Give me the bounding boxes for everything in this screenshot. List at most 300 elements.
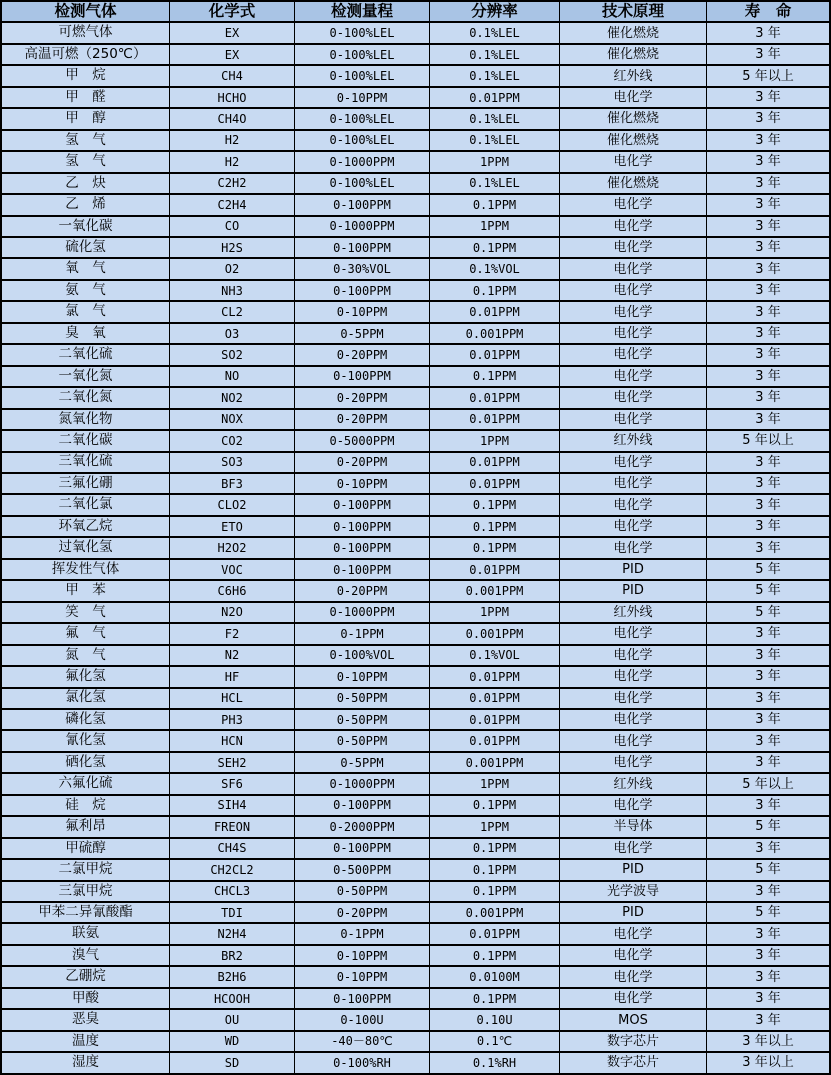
cell-lifespan: 3 年	[707, 474, 829, 493]
table-row	[2, 45, 829, 66]
cell-range: 0-1PPM	[295, 624, 430, 643]
cell-principle: 电化学	[560, 624, 707, 643]
cell-lifespan: 5 年	[707, 581, 829, 600]
cell-principle: 电化学	[560, 495, 707, 514]
cell-range: 0-100%LEL	[295, 45, 430, 64]
cell-lifespan: 3 年	[707, 217, 829, 236]
cell-formula: SIH4	[170, 796, 295, 815]
table-row	[2, 302, 829, 323]
cell-principle: PID	[560, 860, 707, 879]
cell-resolution: 0.1%LEL	[430, 23, 560, 42]
table-row	[2, 23, 829, 44]
cell-formula: CL2	[170, 302, 295, 321]
cell-lifespan: 3 年	[707, 967, 829, 986]
cell-lifespan: 3 年	[707, 388, 829, 407]
cell-formula: N2	[170, 646, 295, 665]
table-row	[2, 1010, 829, 1031]
cell-formula: CLO2	[170, 495, 295, 514]
cell-formula: BF3	[170, 474, 295, 493]
header-cell-gas: 检测气体	[2, 2, 170, 21]
cell-resolution: 0.01PPM	[430, 560, 560, 579]
header-cell-resolution: 分辨率	[430, 2, 560, 21]
cell-resolution: 0.1℃	[430, 1032, 560, 1051]
cell-range: 0-5PPM	[295, 753, 430, 772]
cell-formula: C2H2	[170, 174, 295, 193]
table-row	[2, 324, 829, 345]
cell-gas-name: 三氧化硫	[2, 453, 170, 472]
cell-formula: SO2	[170, 345, 295, 364]
cell-lifespan: 3 年	[707, 667, 829, 686]
cell-lifespan: 3 年	[707, 624, 829, 643]
cell-gas-name: 甲 烷	[2, 66, 170, 85]
cell-gas-name: 甲 醇	[2, 109, 170, 128]
cell-lifespan: 3 年以上	[707, 1053, 829, 1072]
cell-gas-name: 氟利昂	[2, 817, 170, 836]
cell-formula: F2	[170, 624, 295, 643]
table-row	[2, 388, 829, 409]
table-row	[2, 517, 829, 538]
cell-gas-name: 氟化氢	[2, 667, 170, 686]
cell-resolution: 0.1%LEL	[430, 174, 560, 193]
cell-range: 0-20PPM	[295, 453, 430, 472]
cell-formula: N2O	[170, 603, 295, 622]
cell-gas-name: 硒化氢	[2, 753, 170, 772]
table-row	[2, 667, 829, 688]
cell-formula: SF6	[170, 774, 295, 793]
table-row	[2, 581, 829, 602]
cell-principle: 电化学	[560, 646, 707, 665]
cell-resolution: 0.1PPM	[430, 839, 560, 858]
cell-principle: 电化学	[560, 538, 707, 557]
cell-lifespan: 3 年	[707, 88, 829, 107]
table-row	[2, 367, 829, 388]
cell-formula: WD	[170, 1032, 295, 1051]
cell-gas-name: 湿度	[2, 1053, 170, 1072]
cell-range: 0-50PPM	[295, 882, 430, 901]
cell-range: 0-10PPM	[295, 88, 430, 107]
cell-resolution: 1PPM	[430, 603, 560, 622]
cell-gas-name: 二氧化氯	[2, 495, 170, 514]
cell-range: 0-100PPM	[295, 281, 430, 300]
cell-resolution: 0.1%VOL	[430, 646, 560, 665]
cell-principle: 光学波导	[560, 882, 707, 901]
cell-gas-name: 三氟化硼	[2, 474, 170, 493]
table-row	[2, 174, 829, 195]
cell-lifespan: 3 年	[707, 324, 829, 343]
table-row	[2, 967, 829, 988]
cell-lifespan: 3 年	[707, 345, 829, 364]
cell-range: 0-20PPM	[295, 581, 430, 600]
cell-principle: 催化燃烧	[560, 174, 707, 193]
cell-range: 0-100PPM	[295, 538, 430, 557]
cell-range: 0-20PPM	[295, 388, 430, 407]
cell-lifespan: 5 年	[707, 603, 829, 622]
cell-resolution: 0.01PPM	[430, 474, 560, 493]
cell-range: 0-100%LEL	[295, 131, 430, 150]
cell-resolution: 1PPM	[430, 774, 560, 793]
cell-lifespan: 3 年	[707, 538, 829, 557]
cell-principle: 半导体	[560, 817, 707, 836]
cell-gas-name: 氨 气	[2, 281, 170, 300]
cell-lifespan: 3 年	[707, 882, 829, 901]
cell-range: 0-20PPM	[295, 345, 430, 364]
cell-lifespan: 5 年以上	[707, 774, 829, 793]
cell-formula: HCHO	[170, 88, 295, 107]
cell-principle: 电化学	[560, 410, 707, 429]
cell-range: 0-20PPM	[295, 410, 430, 429]
cell-principle: 电化学	[560, 281, 707, 300]
cell-principle: 电化学	[560, 388, 707, 407]
cell-range: 0-100PPM	[295, 195, 430, 214]
cell-range: 0-100PPM	[295, 560, 430, 579]
cell-resolution: 1PPM	[430, 817, 560, 836]
cell-gas-name: 氟 气	[2, 624, 170, 643]
cell-range: 0-50PPM	[295, 710, 430, 729]
cell-principle: 催化燃烧	[560, 109, 707, 128]
cell-lifespan: 3 年	[707, 646, 829, 665]
cell-lifespan: 3 年	[707, 23, 829, 42]
cell-principle: 电化学	[560, 302, 707, 321]
cell-formula: HCOOH	[170, 989, 295, 1008]
cell-lifespan: 3 年	[707, 495, 829, 514]
cell-gas-name: 甲硫醇	[2, 839, 170, 858]
cell-lifespan: 3 年	[707, 259, 829, 278]
cell-lifespan: 3 年	[707, 796, 829, 815]
table-row	[2, 474, 829, 495]
cell-gas-name: 甲酸	[2, 989, 170, 1008]
cell-range: 0-20PPM	[295, 903, 430, 922]
cell-lifespan: 3 年	[707, 410, 829, 429]
cell-range: 0-5PPM	[295, 324, 430, 343]
cell-gas-name: 笑 气	[2, 603, 170, 622]
table-row	[2, 281, 829, 302]
table-row	[2, 989, 829, 1010]
cell-principle: 电化学	[560, 989, 707, 1008]
cell-resolution: 0.1PPM	[430, 538, 560, 557]
table-row	[2, 924, 829, 945]
cell-gas-name: 氧 气	[2, 259, 170, 278]
cell-formula: FREON	[170, 817, 295, 836]
cell-formula: NH3	[170, 281, 295, 300]
cell-gas-name: 硅 烷	[2, 796, 170, 815]
cell-formula: CH4S	[170, 839, 295, 858]
cell-lifespan: 3 年	[707, 45, 829, 64]
cell-resolution: 0.001PPM	[430, 753, 560, 772]
cell-range: 0-10PPM	[295, 967, 430, 986]
cell-gas-name: 氢 气	[2, 152, 170, 171]
cell-gas-name: 乙 炔	[2, 174, 170, 193]
cell-resolution: 0.01PPM	[430, 410, 560, 429]
cell-gas-name: 六氟化硫	[2, 774, 170, 793]
table-row	[2, 839, 829, 860]
table-row	[2, 796, 829, 817]
cell-principle: 电化学	[560, 195, 707, 214]
cell-range: 0-100%RH	[295, 1053, 430, 1072]
cell-principle: 电化学	[560, 88, 707, 107]
cell-resolution: 0.001PPM	[430, 624, 560, 643]
cell-range: 0-2000PPM	[295, 817, 430, 836]
cell-lifespan: 5 年	[707, 903, 829, 922]
table-row	[2, 152, 829, 173]
table-row	[2, 817, 829, 838]
cell-gas-name: 氯化氢	[2, 689, 170, 708]
cell-gas-name: 氯 气	[2, 302, 170, 321]
cell-range: 0-100PPM	[295, 495, 430, 514]
cell-resolution: 0.1PPM	[430, 989, 560, 1008]
cell-range: 0-5000PPM	[295, 431, 430, 450]
table-row	[2, 689, 829, 710]
cell-gas-name: 甲 醛	[2, 88, 170, 107]
cell-resolution: 1PPM	[430, 217, 560, 236]
cell-formula: H2	[170, 131, 295, 150]
cell-formula: H2S	[170, 238, 295, 257]
cell-formula: NOX	[170, 410, 295, 429]
cell-range: 0-10PPM	[295, 667, 430, 686]
cell-gas-name: 温度	[2, 1032, 170, 1051]
cell-range: 0-1PPM	[295, 924, 430, 943]
cell-gas-name: 三氯甲烷	[2, 882, 170, 901]
cell-range: 0-10PPM	[295, 474, 430, 493]
header-cell-principle: 技术原理	[560, 2, 707, 21]
cell-range: 0-50PPM	[295, 731, 430, 750]
cell-principle: 电化学	[560, 259, 707, 278]
table-row	[2, 560, 829, 581]
cell-lifespan: 5 年以上	[707, 431, 829, 450]
cell-range: 0-10PPM	[295, 946, 430, 965]
cell-range: 0-100%LEL	[295, 109, 430, 128]
cell-range: 0-100%LEL	[295, 174, 430, 193]
cell-resolution: 0.1%LEL	[430, 66, 560, 85]
cell-principle: 电化学	[560, 946, 707, 965]
cell-gas-name: 氰化氢	[2, 731, 170, 750]
cell-resolution: 1PPM	[430, 431, 560, 450]
cell-lifespan: 3 年	[707, 109, 829, 128]
cell-lifespan: 3 年	[707, 195, 829, 214]
cell-resolution: 0.001PPM	[430, 581, 560, 600]
cell-principle: 电化学	[560, 474, 707, 493]
table-row	[2, 1032, 829, 1053]
cell-lifespan: 3 年	[707, 753, 829, 772]
table-row	[2, 774, 829, 795]
cell-resolution: 0.01PPM	[430, 88, 560, 107]
cell-formula: HF	[170, 667, 295, 686]
cell-gas-name: 甲苯二异氰酸酯	[2, 903, 170, 922]
cell-resolution: 0.1%VOL	[430, 259, 560, 278]
cell-resolution: 0.0100M	[430, 967, 560, 986]
cell-formula: CH4O	[170, 109, 295, 128]
cell-lifespan: 3 年	[707, 367, 829, 386]
cell-lifespan: 3 年	[707, 710, 829, 729]
cell-lifespan: 5 年	[707, 817, 829, 836]
cell-principle: 红外线	[560, 603, 707, 622]
table-row	[2, 131, 829, 152]
cell-lifespan: 3 年	[707, 839, 829, 858]
cell-formula: SD	[170, 1053, 295, 1072]
cell-principle: 电化学	[560, 731, 707, 750]
table-row	[2, 710, 829, 731]
cell-gas-name: 过氧化氢	[2, 538, 170, 557]
table-row	[2, 259, 829, 280]
cell-principle: 电化学	[560, 710, 707, 729]
cell-lifespan: 3 年	[707, 924, 829, 943]
cell-lifespan: 3 年	[707, 174, 829, 193]
cell-gas-name: 氮氧化物	[2, 410, 170, 429]
cell-gas-name: 乙 烯	[2, 195, 170, 214]
cell-resolution: 0.01PPM	[430, 388, 560, 407]
table-row	[2, 109, 829, 130]
cell-resolution: 0.01PPM	[430, 689, 560, 708]
table-row	[2, 495, 829, 516]
cell-lifespan: 3 年	[707, 517, 829, 536]
cell-lifespan: 5 年	[707, 560, 829, 579]
cell-resolution: 0.1PPM	[430, 238, 560, 257]
cell-formula: CO2	[170, 431, 295, 450]
table-row	[2, 66, 829, 87]
cell-resolution: 0.01PPM	[430, 731, 560, 750]
cell-resolution: 0.1PPM	[430, 796, 560, 815]
table-row	[2, 431, 829, 452]
table-row	[2, 603, 829, 624]
cell-formula: C6H6	[170, 581, 295, 600]
cell-gas-name: 二氧化氮	[2, 388, 170, 407]
cell-principle: 电化学	[560, 796, 707, 815]
table-row	[2, 903, 829, 924]
cell-resolution: 0.01PPM	[430, 453, 560, 472]
cell-resolution: 0.1PPM	[430, 367, 560, 386]
cell-gas-name: 臭 氧	[2, 324, 170, 343]
cell-range: 0-1000PPM	[295, 152, 430, 171]
table-row	[2, 195, 829, 216]
cell-principle: PID	[560, 560, 707, 579]
cell-lifespan: 3 年	[707, 731, 829, 750]
cell-formula: CHCL3	[170, 882, 295, 901]
cell-resolution: 0.01PPM	[430, 710, 560, 729]
cell-principle: 电化学	[560, 924, 707, 943]
cell-range: 0-100PPM	[295, 839, 430, 858]
cell-lifespan: 3 年	[707, 946, 829, 965]
cell-resolution: 0.01PPM	[430, 924, 560, 943]
cell-resolution: 0.01PPM	[430, 345, 560, 364]
cell-formula: B2H6	[170, 967, 295, 986]
cell-principle: 催化燃烧	[560, 131, 707, 150]
cell-resolution: 0.1%RH	[430, 1053, 560, 1072]
cell-formula: SO3	[170, 453, 295, 472]
cell-formula: TDI	[170, 903, 295, 922]
cell-range: 0-100%VOL	[295, 646, 430, 665]
cell-lifespan: 3 年以上	[707, 1032, 829, 1051]
table-row	[2, 753, 829, 774]
cell-lifespan: 3 年	[707, 131, 829, 150]
cell-lifespan: 3 年	[707, 302, 829, 321]
cell-gas-name: 甲 苯	[2, 581, 170, 600]
cell-lifespan: 3 年	[707, 689, 829, 708]
header-row	[2, 2, 829, 23]
cell-formula: CH2CL2	[170, 860, 295, 879]
cell-resolution: 0.01PPM	[430, 302, 560, 321]
cell-lifespan: 3 年	[707, 453, 829, 472]
cell-gas-name: 磷化氢	[2, 710, 170, 729]
cell-formula: OU	[170, 1010, 295, 1029]
table-row	[2, 882, 829, 903]
cell-gas-name: 联氨	[2, 924, 170, 943]
cell-range: 0-100%LEL	[295, 23, 430, 42]
cell-principle: 电化学	[560, 345, 707, 364]
cell-gas-name: 二氯甲烷	[2, 860, 170, 879]
cell-gas-name: 一氧化碳	[2, 217, 170, 236]
cell-gas-name: 氮 气	[2, 646, 170, 665]
cell-gas-name: 可燃气体	[2, 23, 170, 42]
table-row	[2, 410, 829, 431]
cell-range: 0-100PPM	[295, 367, 430, 386]
header-cell-lifespan: 寿 命	[707, 2, 829, 21]
cell-range: 0-500PPM	[295, 860, 430, 879]
cell-gas-name: 二氧化碳	[2, 431, 170, 450]
cell-formula: NO	[170, 367, 295, 386]
cell-formula: CO	[170, 217, 295, 236]
cell-formula: SEH2	[170, 753, 295, 772]
table-row	[2, 646, 829, 667]
cell-range: 0-30%VOL	[295, 259, 430, 278]
cell-principle: 催化燃烧	[560, 45, 707, 64]
header-cell-formula: 化学式	[170, 2, 295, 21]
cell-resolution: 0.1PPM	[430, 860, 560, 879]
cell-gas-name: 氢 气	[2, 131, 170, 150]
cell-principle: 数字芯片	[560, 1032, 707, 1051]
cell-formula: BR2	[170, 946, 295, 965]
cell-range: 0-10PPM	[295, 302, 430, 321]
cell-principle: 电化学	[560, 324, 707, 343]
cell-range: 0-100PPM	[295, 989, 430, 1008]
cell-principle: 催化燃烧	[560, 23, 707, 42]
cell-resolution: 0.1%LEL	[430, 131, 560, 150]
cell-formula: CH4	[170, 66, 295, 85]
table-row	[2, 946, 829, 967]
table-row	[2, 217, 829, 238]
cell-lifespan: 5 年以上	[707, 66, 829, 85]
cell-principle: MOS	[560, 1010, 707, 1029]
cell-principle: 电化学	[560, 689, 707, 708]
cell-formula: H2O2	[170, 538, 295, 557]
table-row	[2, 345, 829, 366]
cell-gas-name: 挥发性气体	[2, 560, 170, 579]
cell-range: 0-1000PPM	[295, 217, 430, 236]
cell-range: 0-1000PPM	[295, 603, 430, 622]
cell-principle: PID	[560, 581, 707, 600]
cell-formula: O2	[170, 259, 295, 278]
cell-resolution: 1PPM	[430, 152, 560, 171]
cell-principle: 电化学	[560, 453, 707, 472]
cell-gas-name: 一氧化氮	[2, 367, 170, 386]
cell-lifespan: 3 年	[707, 152, 829, 171]
table-row	[2, 538, 829, 559]
cell-resolution: 0.1PPM	[430, 517, 560, 536]
cell-range: 0-100%LEL	[295, 66, 430, 85]
cell-formula: C2H4	[170, 195, 295, 214]
table-row	[2, 624, 829, 645]
cell-principle: 电化学	[560, 667, 707, 686]
cell-gas-name: 硫化氢	[2, 238, 170, 257]
cell-gas-name: 环氧乙烷	[2, 517, 170, 536]
cell-principle: 电化学	[560, 839, 707, 858]
cell-formula: N2H4	[170, 924, 295, 943]
cell-formula: EX	[170, 23, 295, 42]
table-row	[2, 731, 829, 752]
cell-formula: PH3	[170, 710, 295, 729]
cell-formula: H2	[170, 152, 295, 171]
cell-principle: 红外线	[560, 66, 707, 85]
cell-range: 0-100PPM	[295, 796, 430, 815]
cell-principle: 电化学	[560, 217, 707, 236]
